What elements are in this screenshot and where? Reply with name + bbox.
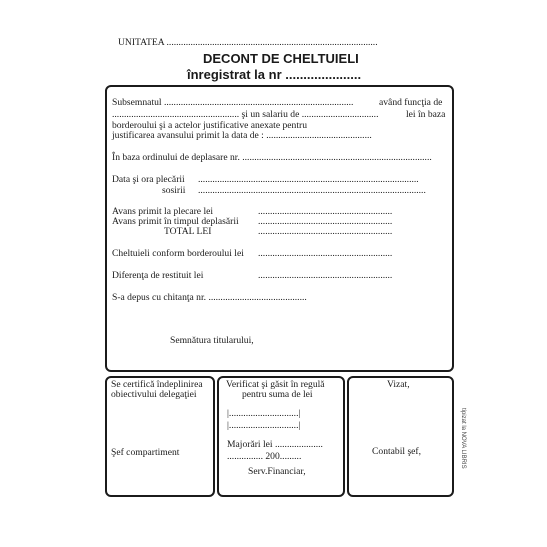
chief-accountant-label: Contabil şef,	[372, 446, 422, 457]
holder-signature-label: Semnătura titularului,	[170, 335, 254, 346]
departure-label: Data şi ora plecării	[112, 174, 185, 185]
verified-amount-dots-2: |.............................|	[227, 420, 301, 431]
advance-travel-label: Avans primit în timpul deplasării	[112, 216, 239, 227]
approved-label: Vizat,	[387, 379, 410, 390]
expenses-label: Cheltuieli conform borderoului lei	[112, 248, 244, 259]
justification-line: borderoului şi a actelor justificative anexate pentru	[112, 120, 307, 131]
basis-label: lei în baza	[406, 109, 446, 120]
form-title: DECONT DE CHELTUIELI	[203, 51, 359, 66]
approval-section	[347, 376, 454, 497]
advance-departure-label: Avans primit la plecare lei	[112, 206, 214, 217]
total-label: TOTAL LEI	[164, 226, 212, 237]
verification-line-2: pentru suma de lei	[242, 389, 313, 400]
verified-amount-dots-1: |.............................|	[227, 408, 301, 419]
refund-dots: ........................................................	[258, 270, 393, 281]
salary-line: ..................................................... şi un salariu de ................................	[112, 109, 379, 120]
unit-line: UNITATEA ........................................................................................	[118, 37, 378, 48]
arrival-label: sosirii	[162, 185, 186, 196]
advance-date-line: justificarea avansului primit la data de : ............................................	[112, 130, 372, 141]
financial-service-label: Serv.Financiar,	[248, 466, 306, 477]
refund-label: Diferenţa de restituit lei	[112, 270, 204, 281]
certification-line-2: obiectivului delegaţiei	[111, 389, 197, 400]
function-label: având funcţia de	[379, 97, 443, 108]
amount-line: ............... 200.........	[227, 451, 302, 462]
name-line: Subsemnatul ...............................................................................	[112, 97, 354, 108]
increase-line: Majorări lei ....................	[227, 439, 323, 450]
advance-travel-dots: ........................................................	[258, 216, 393, 227]
certification-line-1: Se certifică îndeplinirea	[111, 379, 203, 390]
total-dots: ........................................................	[258, 226, 393, 237]
departure-dots: ............................................................................................	[198, 174, 419, 185]
receipt-line: S-a depus cu chitanţa nr. .........................................	[112, 292, 307, 303]
registration-line: înregistrat la nr .....................	[187, 67, 362, 82]
verification-line-1: Verificat şi găsit în regulă	[226, 379, 325, 390]
travel-order-line: În baza ordinului de deplasare nr. ...............................................................................	[112, 152, 432, 163]
arrival-dots: ...............................................................................................	[198, 185, 426, 196]
printer-mark: tipizat la NOVA LIBRIS	[460, 408, 466, 469]
department-head-label: Şef compartiment	[111, 447, 180, 458]
advance-departure-dots: ........................................................	[258, 206, 393, 217]
expenses-dots: ........................................................	[258, 248, 393, 259]
